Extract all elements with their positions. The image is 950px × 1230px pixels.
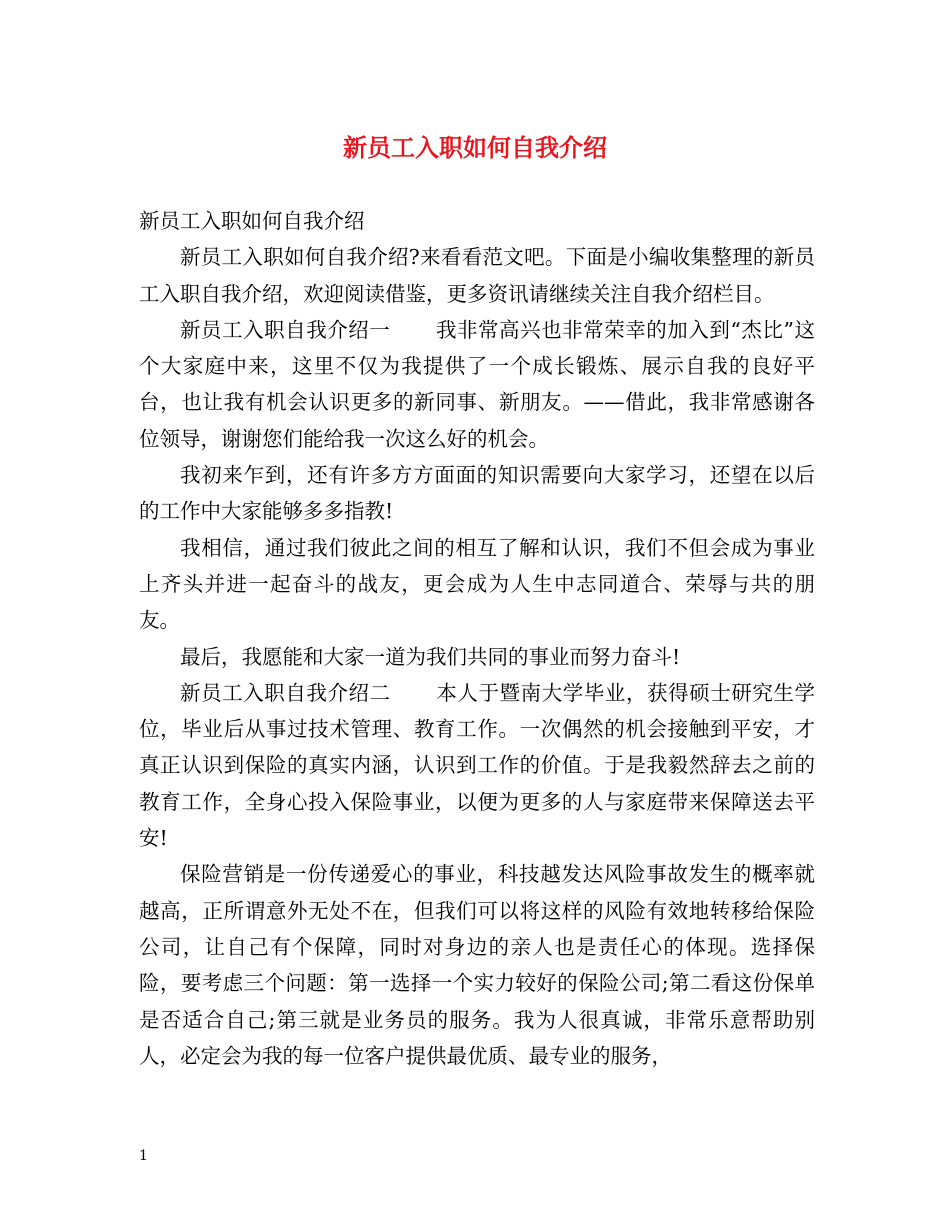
paragraph-text: 最后，我愿能和大家一道为我们共同的事业而努力奋斗!	[180, 644, 681, 669]
paragraph	[139, 239, 815, 312]
document-title: 新员工入职如何自我介绍	[343, 133, 607, 162]
paragraph-text: 新员工入职如何自我介绍	[139, 209, 365, 233]
paragraph	[139, 639, 815, 675]
paragraph	[139, 530, 815, 639]
section-label: 新员工入职自我介绍一	[180, 317, 391, 342]
paragraph	[139, 203, 815, 239]
paragraph	[139, 675, 815, 856]
paragraph	[139, 856, 815, 1074]
paragraph-text: 我相信，通过我们彼此之间的相互了解和认识，我们不但会成为事业上齐头并进一起奋斗的战友，更会成为人生中志同道合、荣辱与共的朋友。	[139, 535, 815, 633]
page-number: 1	[139, 1148, 148, 1164]
section-label: 新员工入职自我介绍二	[180, 680, 391, 705]
paragraph	[139, 312, 815, 457]
paragraph-text: 保险营销是一份传递爱心的事业，科技越发达风险事故发生的概率就越高，正所谓意外无处不在，但我们可以将这样的风险有效地转移给保险公司，让自己有个保障，同时对身边的亲人也是责任心的体现。选择保险，要考虑三个问题：第一选择一个实力较好的保险公司;第二看这份保单是否适合自己;第三就是业务员的服务。我为人很真诚，非常乐意帮助别人，必定会为我的每一位客户提供最优质、最专业的服务，	[139, 862, 815, 1068]
paragraph-text: 我初来乍到，还有许多方方面面的知识需要向大家学习，还望在以后的工作中大家能够多多指教!	[139, 463, 815, 524]
paragraph-text: 本人于暨南大学毕业，获得硕士研究生学位，毕业后从事过技术管理、教育工作。一次偶然的机会接触到平安，才真正认识到保险的真实内涵，认识到工作的价值。于是我毅然辞去之前的教育工作，全身心投入保险事业，以便为更多的人与家庭带来保障送去平安!	[139, 680, 816, 851]
paragraph-text: 我非常高兴也非常荣幸的加入到“杰比”这个大家庭中来，这里不仅为我提供了一个成长锻炼、展示自我的良好平台，也让我有机会认识更多的新同事、新朋友。——借此，我非常感谢各位领导，谢谢您们能给我一次这么好的机会。	[139, 317, 815, 451]
document-body	[139, 203, 815, 1074]
paragraph-text: 新员工入职如何自我介绍?来看看范文吧。下面是小编收集整理的新员工入职自我介绍，欢迎阅读借鉴，更多资讯请继续关注自我介绍栏目。	[139, 245, 815, 306]
paragraph	[139, 457, 815, 530]
